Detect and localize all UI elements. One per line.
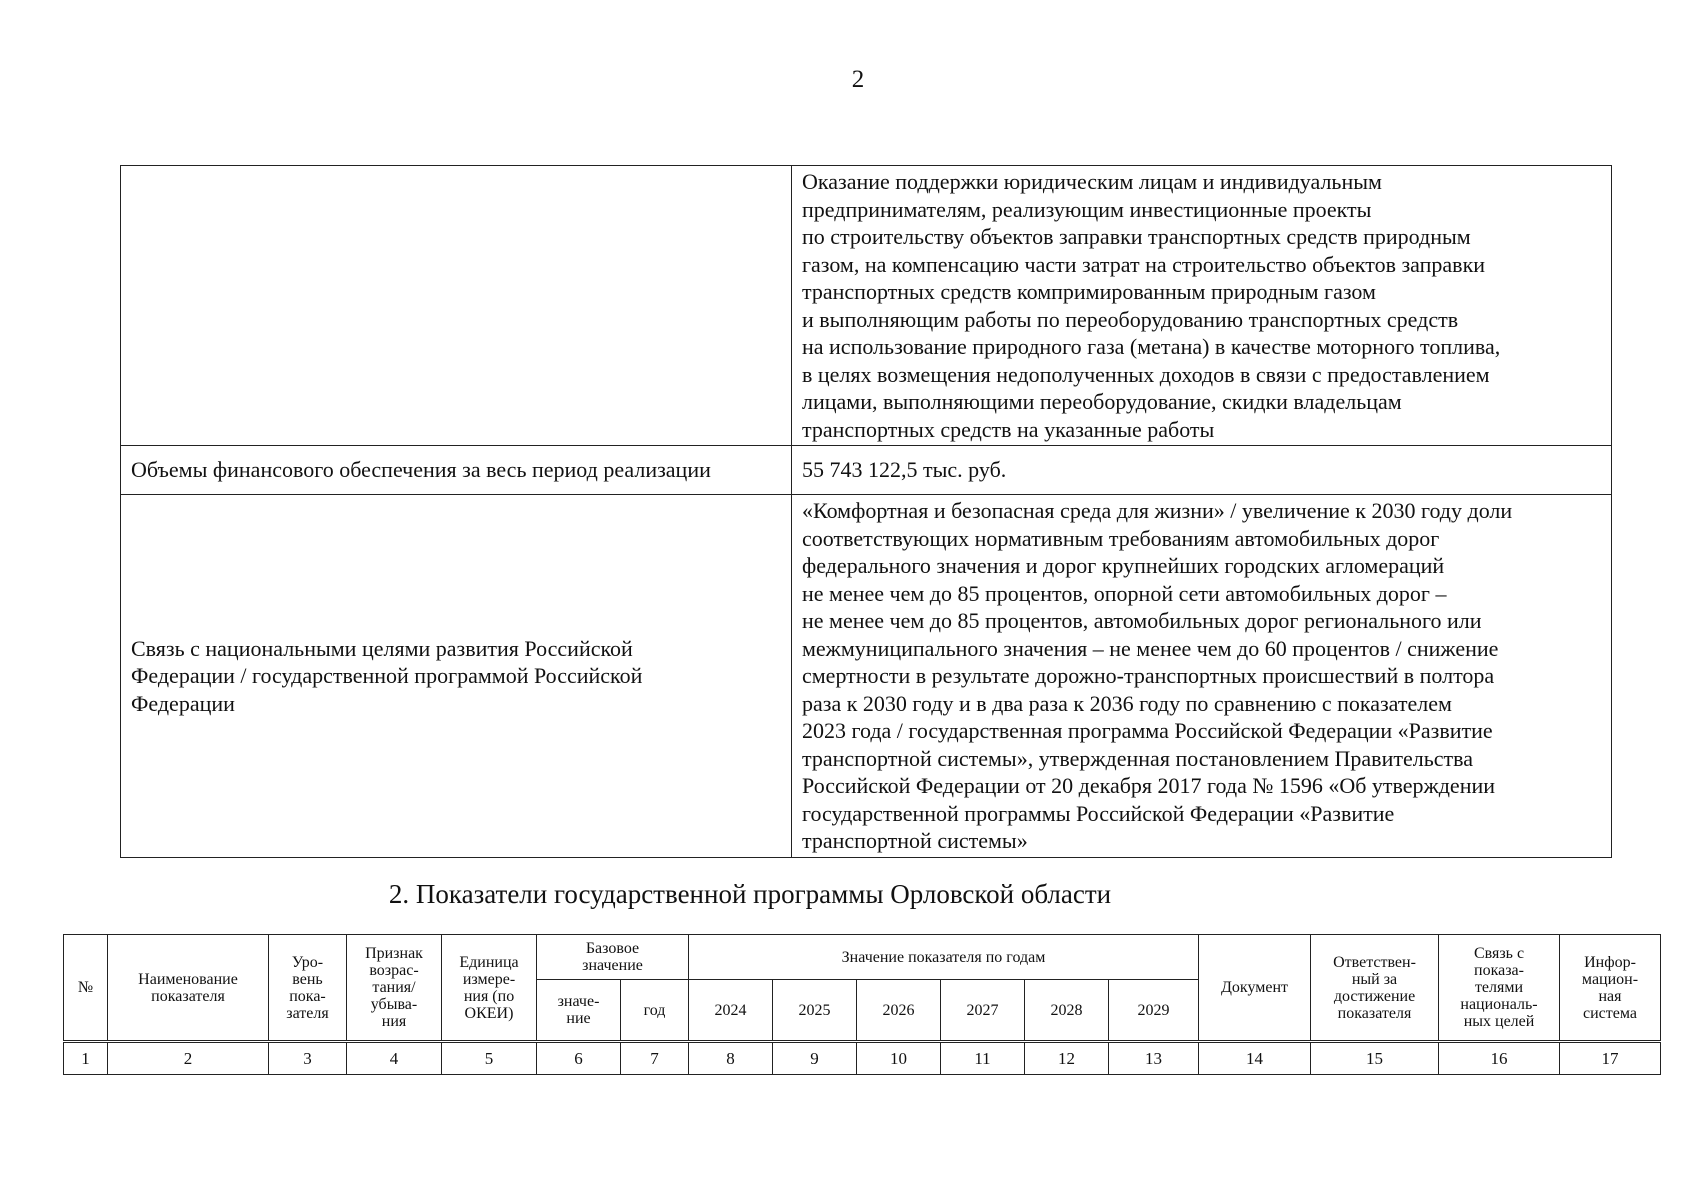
column-number-row [64,1042,1661,1075]
column-header-name: Наименование показателя [108,935,269,1042]
column-header-year: 2024 [689,980,773,1042]
column-number: 14 [1199,1042,1311,1075]
column-header-base-year: год [621,980,689,1042]
column-number: 7 [621,1042,689,1075]
column-number: 9 [773,1042,857,1075]
passport-row-value: 55 743 122,5 тыс. руб. [792,446,1612,495]
column-header-level: Уро- вень пока- зателя [269,935,347,1042]
column-header-info-system: Инфор- мацион- ная система [1560,935,1661,1042]
column-number: 10 [857,1042,941,1075]
column-header-base-value: значе- ние [537,980,621,1042]
column-number: 15 [1311,1042,1439,1075]
column-number: 13 [1109,1042,1199,1075]
passport-row [121,166,1612,446]
page-number: 2 [851,66,865,93]
column-number: 3 [269,1042,347,1075]
column-number: 12 [1025,1042,1109,1075]
program-passport-table [120,165,1612,858]
column-header-year: 2029 [1109,980,1199,1042]
column-header-unit: Единица измере- ния (по ОКЕИ) [442,935,537,1042]
column-number: 17 [1560,1042,1661,1075]
passport-row [121,495,1612,858]
column-number: 1 [64,1042,108,1075]
column-header-trend: Признак возрас- тания/ убыва- ния [347,935,442,1042]
passport-row-label: Объемы финансового обеспечения за весь период реализации [121,446,792,495]
column-header-years-group: Значение показателя по годам [689,935,1199,980]
column-header-year: 2025 [773,980,857,1042]
column-number: 16 [1439,1042,1560,1075]
column-header-base-group: Базовое значение [537,935,689,980]
passport-row-label [121,166,792,446]
passport-row-value: «Комфортная и безопасная среда для жизни» / увеличение к 2030 году доли соответствующих нормативным требованиям автомобильных дорог федерального значения и дорог крупнейших городских агломераций не менее чем до 85 процентов, опорной сети автомобильных дорог – не менее чем до 85 процентов, автомобильных дорог регионального или межмуниципального значения – не менее чем до 60 процентов / снижение смертности в результате дорожно-транспортных происшествий в полтора раза к 2030 году и в два раза к 2036 году по сравнению с показателем 2023 года / государственная программа Российской Федерации «Развитие транспортной системы», утвержденная постановлением Правительства Российской Федерации от 20 декабря 2017 года № 1596 «Об утверждении государственной программы Российской Федерации «Развитие транспортной системы» [792,495,1612,858]
column-number: 6 [537,1042,621,1075]
column-number: 8 [689,1042,773,1075]
column-number: 11 [941,1042,1025,1075]
passport-row-label: Связь с национальными целями развития Российской Федерации / государственной программой Российской Федерации [121,495,792,858]
column-header-goals-link: Связь с показа- телями националь- ных целей [1439,935,1560,1042]
column-header-num: № [64,935,108,1042]
passport-row-value: Оказание поддержки юридическим лицам и индивидуальным предпринимателям, реализующим инвестиционные проекты по строительству объектов заправки транспортных средств природным газом, на компенсацию части затрат на строительство объектов заправки транспортных средств компримированным природным газом и выполняющим работы по переоборудованию транспортных средств на использование природного газа (метана) в качестве моторного топлива, в целях возмещения недополученных доходов в связи с предоставлением лицами, выполняющими переоборудование, скидки владельцам транспортных средств на указанные работы [792,166,1612,446]
indicators-table [63,934,1661,1075]
column-header-year: 2026 [857,980,941,1042]
column-header-responsible: Ответствен- ный за достижение показателя [1311,935,1439,1042]
table-header-row [64,935,1661,980]
column-header-document: Документ [1199,935,1311,1042]
passport-row [121,446,1612,495]
column-number: 5 [442,1042,537,1075]
column-number: 4 [347,1042,442,1075]
column-number: 2 [108,1042,269,1075]
column-header-year: 2027 [941,980,1025,1042]
column-header-year: 2028 [1025,980,1109,1042]
section-title: 2. Показатели государственной программы Орловской области [388,879,1112,909]
